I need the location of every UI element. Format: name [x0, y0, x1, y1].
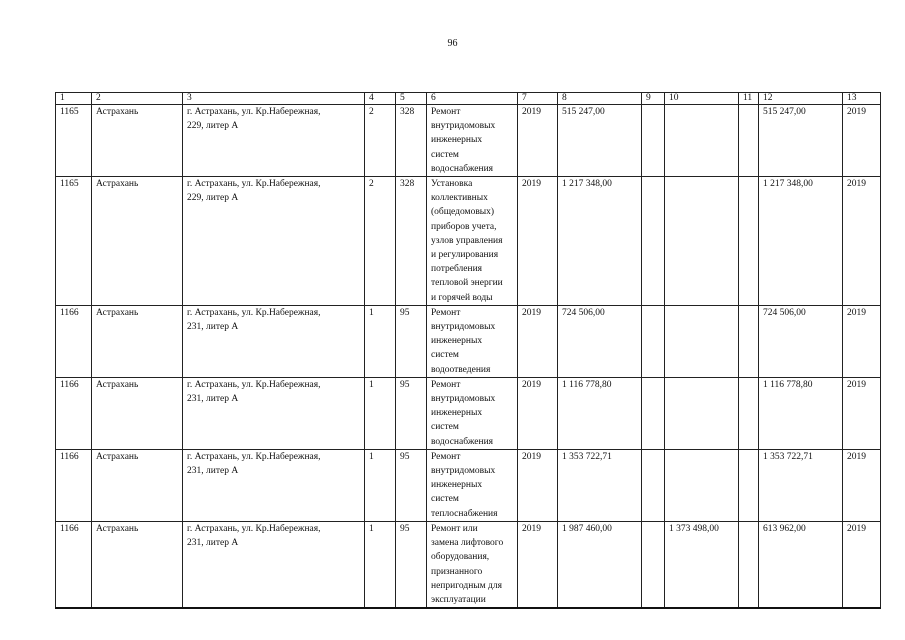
cell-work-type: Ремонт внутридомовых инженерных систем водоснабжения	[427, 105, 518, 177]
capital-repair-table	[55, 92, 881, 609]
column-header-fund-source-9: 9	[642, 93, 665, 105]
column-header-total-cost: 8	[558, 93, 642, 105]
cell-floors: 2	[365, 105, 396, 177]
cell-floors: 1	[365, 521, 396, 608]
cell-city: Астрахань	[92, 377, 183, 449]
column-header-work-type: 6	[427, 93, 518, 105]
cell-apartments: 95	[396, 305, 427, 377]
column-header-apartments: 5	[396, 93, 427, 105]
cell-fund-source-9	[642, 105, 665, 177]
cell-fund-source-11	[739, 305, 759, 377]
cell-total-cost: 724 506,00	[558, 305, 642, 377]
cell-row-number: 1166	[56, 449, 92, 521]
cell-row-number: 1165	[56, 105, 92, 177]
cell-fund-source-9	[642, 521, 665, 608]
cell-completion-year: 2019	[843, 449, 881, 521]
cell-fund-source-12: 1 353 722,71	[759, 449, 843, 521]
cell-city: Астрахань	[92, 521, 183, 608]
cell-row-number: 1166	[56, 377, 92, 449]
table-row	[56, 177, 881, 306]
table-row	[56, 521, 881, 608]
column-header-address: 3	[183, 93, 365, 105]
cell-fund-source-11	[739, 521, 759, 608]
cell-apartments: 95	[396, 521, 427, 608]
table-row	[56, 305, 881, 377]
cell-total-cost: 1 353 722,71	[558, 449, 642, 521]
cell-fund-source-10	[665, 105, 739, 177]
cell-floors: 1	[365, 449, 396, 521]
cell-address: г. Астрахань, ул. Кр.Набережная, 229, литер А	[183, 177, 365, 306]
cell-fund-source-11	[739, 177, 759, 306]
cell-floors: 2	[365, 177, 396, 306]
table-row	[56, 377, 881, 449]
cell-fund-source-10	[665, 305, 739, 377]
cell-fund-source-12: 1 116 778,80	[759, 377, 843, 449]
table-row	[56, 449, 881, 521]
cell-row-number: 1165	[56, 177, 92, 306]
cell-fund-source-10	[665, 449, 739, 521]
cell-address: г. Астрахань, ул. Кр.Набережная, 231, литер А	[183, 449, 365, 521]
cell-fund-source-10	[665, 377, 739, 449]
cell-address: г. Астрахань, ул. Кр.Набережная, 231, литер А	[183, 305, 365, 377]
column-header-fund-source-12: 12	[759, 93, 843, 105]
cell-work-type: Ремонт или замена лифтового оборудования, признанного непригодным для эксплуатации	[427, 521, 518, 608]
cell-year: 2019	[518, 305, 558, 377]
cell-work-type: Ремонт внутридомовых инженерных систем теплоснабжения	[427, 449, 518, 521]
cell-completion-year: 2019	[843, 177, 881, 306]
cell-fund-source-10: 1 373 498,00	[665, 521, 739, 608]
cell-fund-source-10	[665, 177, 739, 306]
table-row	[56, 105, 881, 177]
cell-apartments: 328	[396, 177, 427, 306]
cell-city: Астрахань	[92, 449, 183, 521]
cell-address: г. Астрахань, ул. Кр.Набережная, 231, литер А	[183, 377, 365, 449]
cell-fund-source-12: 724 506,00	[759, 305, 843, 377]
cell-fund-source-12: 515 247,00	[759, 105, 843, 177]
cell-floors: 1	[365, 377, 396, 449]
column-header-year: 7	[518, 93, 558, 105]
cell-fund-source-12: 1 217 348,00	[759, 177, 843, 306]
cell-fund-source-11	[739, 377, 759, 449]
cell-fund-source-11	[739, 449, 759, 521]
cell-fund-source-12: 613 962,00	[759, 521, 843, 608]
cell-total-cost: 1 987 460,00	[558, 521, 642, 608]
cell-address: г. Астрахань, ул. Кр.Набережная, 229, литер А	[183, 105, 365, 177]
page-number: 96	[447, 38, 458, 49]
cell-work-type: Установка коллективных (общедомовых) приборов учета, узлов управления и регулирования потребления тепловой энергии и горячей воды	[427, 177, 518, 306]
cell-fund-source-9	[642, 177, 665, 306]
cell-work-type: Ремонт внутридомовых инженерных систем водоотведения	[427, 305, 518, 377]
cell-completion-year: 2019	[843, 521, 881, 608]
cell-city: Астрахань	[92, 305, 183, 377]
cell-row-number: 1166	[56, 521, 92, 608]
cell-apartments: 95	[396, 377, 427, 449]
cell-total-cost: 1 217 348,00	[558, 177, 642, 306]
cell-year: 2019	[518, 177, 558, 306]
cell-floors: 1	[365, 305, 396, 377]
column-header-floors: 4	[365, 93, 396, 105]
cell-city: Астрахань	[92, 105, 183, 177]
column-header-completion-year: 13	[843, 93, 881, 105]
cell-year: 2019	[518, 449, 558, 521]
cell-completion-year: 2019	[843, 305, 881, 377]
column-header-fund-source-11: 11	[739, 93, 759, 105]
cell-fund-source-11	[739, 105, 759, 177]
cell-city: Астрахань	[92, 177, 183, 306]
column-header-city: 2	[92, 93, 183, 105]
cell-total-cost: 515 247,00	[558, 105, 642, 177]
cell-completion-year: 2019	[843, 105, 881, 177]
cell-completion-year: 2019	[843, 377, 881, 449]
cell-row-number: 1166	[56, 305, 92, 377]
cell-work-type: Ремонт внутридомовых инженерных систем водоснабжения	[427, 377, 518, 449]
column-header-row-number: 1	[56, 93, 92, 105]
cell-year: 2019	[518, 377, 558, 449]
cell-year: 2019	[518, 521, 558, 608]
cell-fund-source-9	[642, 377, 665, 449]
cell-apartments: 95	[396, 449, 427, 521]
cell-total-cost: 1 116 778,80	[558, 377, 642, 449]
table-body	[56, 93, 881, 609]
table-header-row	[56, 93, 881, 105]
cell-apartments: 328	[396, 105, 427, 177]
cell-year: 2019	[518, 105, 558, 177]
cell-address: г. Астрахань, ул. Кр.Набережная, 231, литер А	[183, 521, 365, 608]
cell-fund-source-9	[642, 449, 665, 521]
column-header-fund-source-10: 10	[665, 93, 739, 105]
cell-fund-source-9	[642, 305, 665, 377]
